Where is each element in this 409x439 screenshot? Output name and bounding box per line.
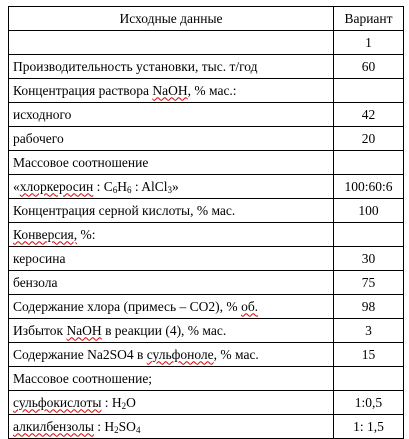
row-value: 3	[334, 319, 404, 343]
table-row	[9, 415, 404, 439]
row-value: 98	[334, 295, 404, 319]
subscript: 2	[121, 400, 127, 411]
row-label: рабочего	[9, 127, 334, 151]
label-text: Содержание хлора (примесь – СО2), %	[13, 298, 242, 314]
subscript: 2	[114, 424, 119, 435]
table-row	[9, 391, 404, 415]
table-row	[9, 199, 404, 223]
row-value: 100	[334, 199, 404, 223]
spellcheck-word: сульфоноле	[146, 346, 214, 362]
label-text: : H	[93, 418, 115, 434]
row-label: Массовое соотношение	[9, 151, 334, 175]
spellcheck-word: алкилбензолы	[13, 418, 94, 434]
subscript: 3	[167, 184, 173, 195]
table-row	[9, 247, 404, 271]
table-row	[9, 223, 404, 247]
table-row	[9, 151, 404, 175]
spellcheck-word: NaOH	[152, 82, 188, 98]
row-label	[9, 343, 334, 367]
row-value: 60	[334, 55, 404, 79]
label-text: в реакции (4), % мас.	[101, 322, 227, 338]
row-label	[9, 223, 334, 247]
label-text: «	[13, 178, 20, 194]
table-row	[9, 79, 404, 103]
row-value: 42	[334, 103, 404, 127]
row-label	[9, 391, 334, 415]
row-value: 30	[334, 247, 404, 271]
table-row	[9, 271, 404, 295]
row-value	[334, 223, 404, 247]
table-row	[9, 103, 404, 127]
label-text: , % мас.:	[187, 82, 237, 98]
subscript: 6	[127, 184, 132, 195]
table-row	[9, 343, 404, 367]
spellcheck-word: NaOH	[66, 322, 102, 338]
label-text: , % мас.	[213, 346, 259, 362]
row-value: 1: 1,5	[334, 415, 404, 439]
row-label	[9, 295, 334, 319]
table-row	[9, 175, 404, 199]
label-text: »	[172, 178, 179, 194]
row-label	[9, 175, 334, 199]
label-text: : C	[93, 178, 113, 194]
table-row	[9, 367, 404, 391]
label-text: Избыток	[13, 322, 67, 338]
spellcheck-word: хлоркеросин	[19, 178, 94, 194]
row-value: 20	[334, 127, 404, 151]
row-label: Концентрация серной кислоты, % мас.	[9, 199, 334, 223]
spellcheck-word: Конверсия,	[13, 226, 78, 242]
label-text: H	[117, 178, 127, 194]
subscript: 6	[112, 184, 118, 195]
label-text: %:	[77, 226, 96, 242]
table-row	[9, 319, 404, 343]
source-data-table	[8, 6, 404, 439]
table-row	[9, 295, 404, 319]
row-label	[9, 415, 334, 439]
header-variant: Вариант	[334, 7, 404, 31]
row-label: бензола	[9, 271, 334, 295]
row-label: керосина	[9, 247, 334, 271]
row-label	[9, 319, 334, 343]
row-label	[9, 79, 334, 103]
spellcheck-word: об.	[241, 298, 259, 314]
label-text: Концентрация раствора	[13, 82, 153, 98]
label-text: SO	[118, 418, 136, 434]
row-value: 1:0,5	[334, 391, 404, 415]
label-text: O	[126, 394, 136, 410]
row-value	[334, 367, 404, 391]
spellcheck-word: сульфокислоты	[13, 394, 102, 410]
table-row	[9, 127, 404, 151]
row-label: Производительность установки, тыс. т/год	[9, 55, 334, 79]
row-label: Массовое соотношение;	[9, 367, 334, 391]
row-value	[334, 151, 404, 175]
row-value: 100:60:6	[334, 175, 404, 199]
header-source-data: Исходные данные	[9, 7, 334, 31]
row-value: 75	[334, 271, 404, 295]
label-text: : H	[101, 394, 122, 410]
table-row	[9, 55, 404, 79]
variant-number-row	[9, 31, 404, 55]
row-value: 15	[334, 343, 404, 367]
variant-number: 1	[334, 31, 404, 55]
row-value	[334, 79, 404, 103]
table-header-row	[9, 7, 404, 31]
label-text: : AlCl	[131, 178, 168, 194]
empty-cell	[9, 31, 334, 55]
subscript: 4	[135, 424, 141, 435]
label-text: Содержание Na2SO4 в	[13, 346, 147, 362]
row-label: исходного	[9, 103, 334, 127]
